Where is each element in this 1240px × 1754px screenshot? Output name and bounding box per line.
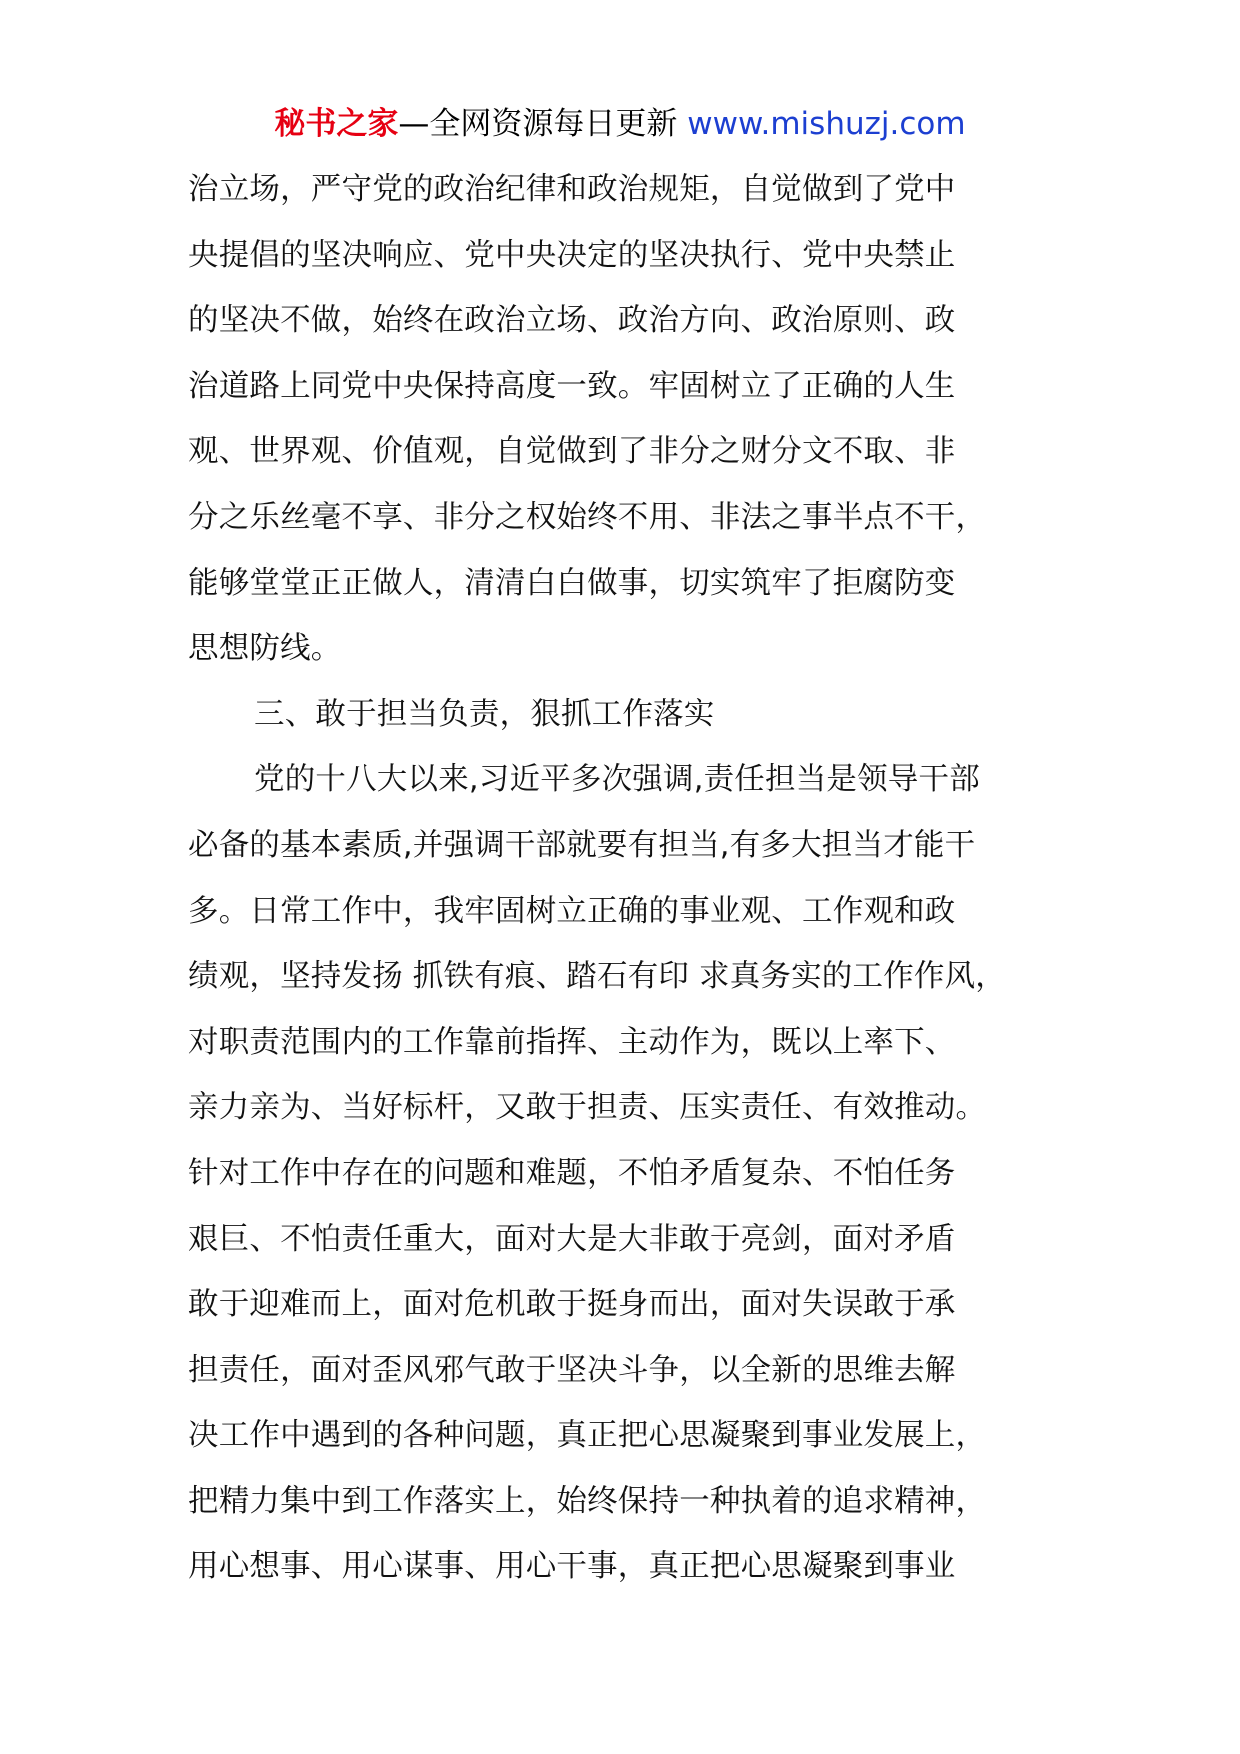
text-line: 观、世界观、价值观，自觉做到了非分之财分文不取、非	[188, 434, 956, 470]
site-brand: 秘书之家	[274, 106, 399, 142]
text-line: 决工作中遇到的各种问题，真正把心思凝聚到事业发展上，	[188, 1418, 987, 1454]
text-line: 能够堂堂正正做人，清清白白做事，切实筑牢了拒腐防变	[188, 565, 956, 601]
text-line: 治道路上同党中央保持高度一致。牢固树立了正确的人生	[188, 368, 956, 404]
section-heading: 三、敢于担当负责，狠抓工作落实	[254, 696, 715, 732]
document-body	[188, 163, 1088, 1606]
text-line: 艰巨、不怕责任重大，面对大是大非敢于亮剑，面对矛盾	[188, 1221, 956, 1257]
text-line: 用心想事、用心谋事、用心干事，真正把心思凝聚到事业	[188, 1549, 956, 1585]
text-line: 担责任，面对歪风邪气敢于坚决斗争，以全新的思维去解	[188, 1352, 956, 1388]
text-line: 必备的基本素质,并强调干部就要有担当,有多大担当才能干	[188, 827, 976, 863]
text-line: 多。日常工作中，我牢固树立正确的事业观、工作观和政	[188, 893, 956, 929]
text-line: 央提倡的坚决响应、党中央决定的坚决执行、党中央禁止	[188, 237, 956, 273]
paragraph-first-line: 党的十八大以来,习近平多次强调,责任担当是领导干部	[254, 762, 980, 798]
text-line: 分之乐丝毫不享、非分之权始终不用、非法之事半点不干，	[188, 499, 987, 535]
text-line: 把精力集中到工作落实上，始终保持一种执着的追求精神，	[188, 1483, 987, 1519]
text-line: 对职责范围内的工作靠前指挥、主动作为，既以上率下、	[188, 1024, 956, 1060]
site-tagline: —全网资源每日更新	[398, 106, 678, 142]
site-url-link[interactable]: www.mishuzj.com	[687, 106, 966, 142]
page-header	[0, 102, 1240, 146]
text-line: 针对工作中存在的问题和难题，不怕矛盾复杂、不怕任务	[188, 1155, 956, 1191]
text-line: 思想防线。	[188, 631, 342, 667]
text-line: 亲力亲为、当好标杆，又敢于担责、压实责任、有效推动。	[188, 1090, 987, 1126]
text-line: 的坚决不做，始终在政治立场、政治方向、政治原则、政	[188, 303, 956, 339]
text-line: 敢于迎难而上，面对危机敢于挺身而出，面对失误敢于承	[188, 1287, 956, 1323]
text-line: 治立场，严守党的政治纪律和政治规矩，自觉做到了党中	[188, 172, 956, 207]
text-line: 绩观，坚持发扬 抓铁有痕、踏石有印 求真务实的工作作风，	[188, 959, 1006, 995]
